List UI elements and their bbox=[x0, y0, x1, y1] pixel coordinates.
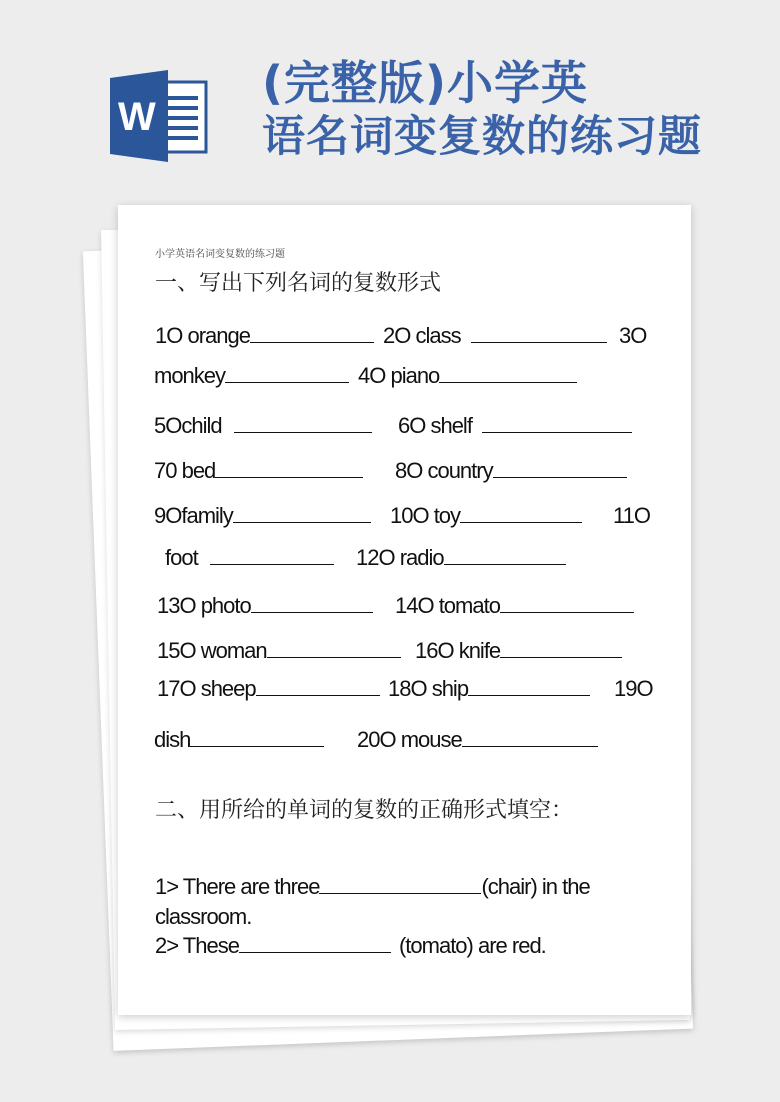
exercise-item: 16O knife bbox=[415, 638, 622, 664]
exercise-item: dish bbox=[154, 727, 324, 753]
exercise-item: 5Ochild bbox=[154, 413, 372, 439]
word-doc-icon bbox=[110, 70, 210, 162]
fill-sentence-1: 1> There are three (chair) in the bbox=[155, 874, 590, 899]
document-header: 小学英语名词变复数的练习题 bbox=[155, 249, 285, 260]
exercise-item: 3O bbox=[619, 323, 647, 348]
banner-title-line2: 语名词变复数的练习题 bbox=[262, 112, 702, 162]
fill-sentence-1-continued: classroom. bbox=[155, 904, 252, 929]
exercise-item: 6O shelf bbox=[398, 413, 632, 439]
exercise-item: 8O country bbox=[395, 458, 627, 484]
exercise-item: foot bbox=[165, 545, 334, 571]
svg-text:W: W bbox=[118, 95, 156, 139]
exercise-item: monkey bbox=[154, 363, 349, 389]
exercise-item: 15O woman bbox=[157, 638, 401, 664]
exercise-item: 20O mouse bbox=[357, 727, 598, 753]
exercise-item: 2O class bbox=[383, 323, 607, 349]
exercise-item: 19O bbox=[614, 676, 653, 701]
exercise-item: 17O sheep bbox=[157, 676, 380, 702]
section1-title: 一、写出下列名词的复数形式 bbox=[155, 271, 442, 296]
exercise-item: 10O toy bbox=[390, 503, 582, 529]
exercise-item: 14O tomato bbox=[395, 593, 634, 619]
exercise-item: 18O ship bbox=[388, 676, 590, 702]
exercise-item: 70 bed bbox=[154, 458, 363, 484]
exercise-item: 11O bbox=[613, 503, 650, 528]
exercise-item: 9Ofamily bbox=[154, 503, 371, 529]
exercise-item: 12O radio bbox=[356, 545, 566, 571]
banner-title bbox=[262, 56, 772, 164]
exercise-item: 1O orange bbox=[155, 323, 374, 349]
exercise-item: 13O photo bbox=[157, 593, 373, 619]
section2-title: 二、用所给的单词的复数的正确形式填空： bbox=[155, 798, 574, 823]
exercise-item: 4O piano bbox=[358, 363, 577, 389]
banner-title-line1: (完整版)小学英 bbox=[262, 56, 589, 110]
fill-sentence-2: 2> These (tomato) are red. bbox=[155, 933, 546, 958]
